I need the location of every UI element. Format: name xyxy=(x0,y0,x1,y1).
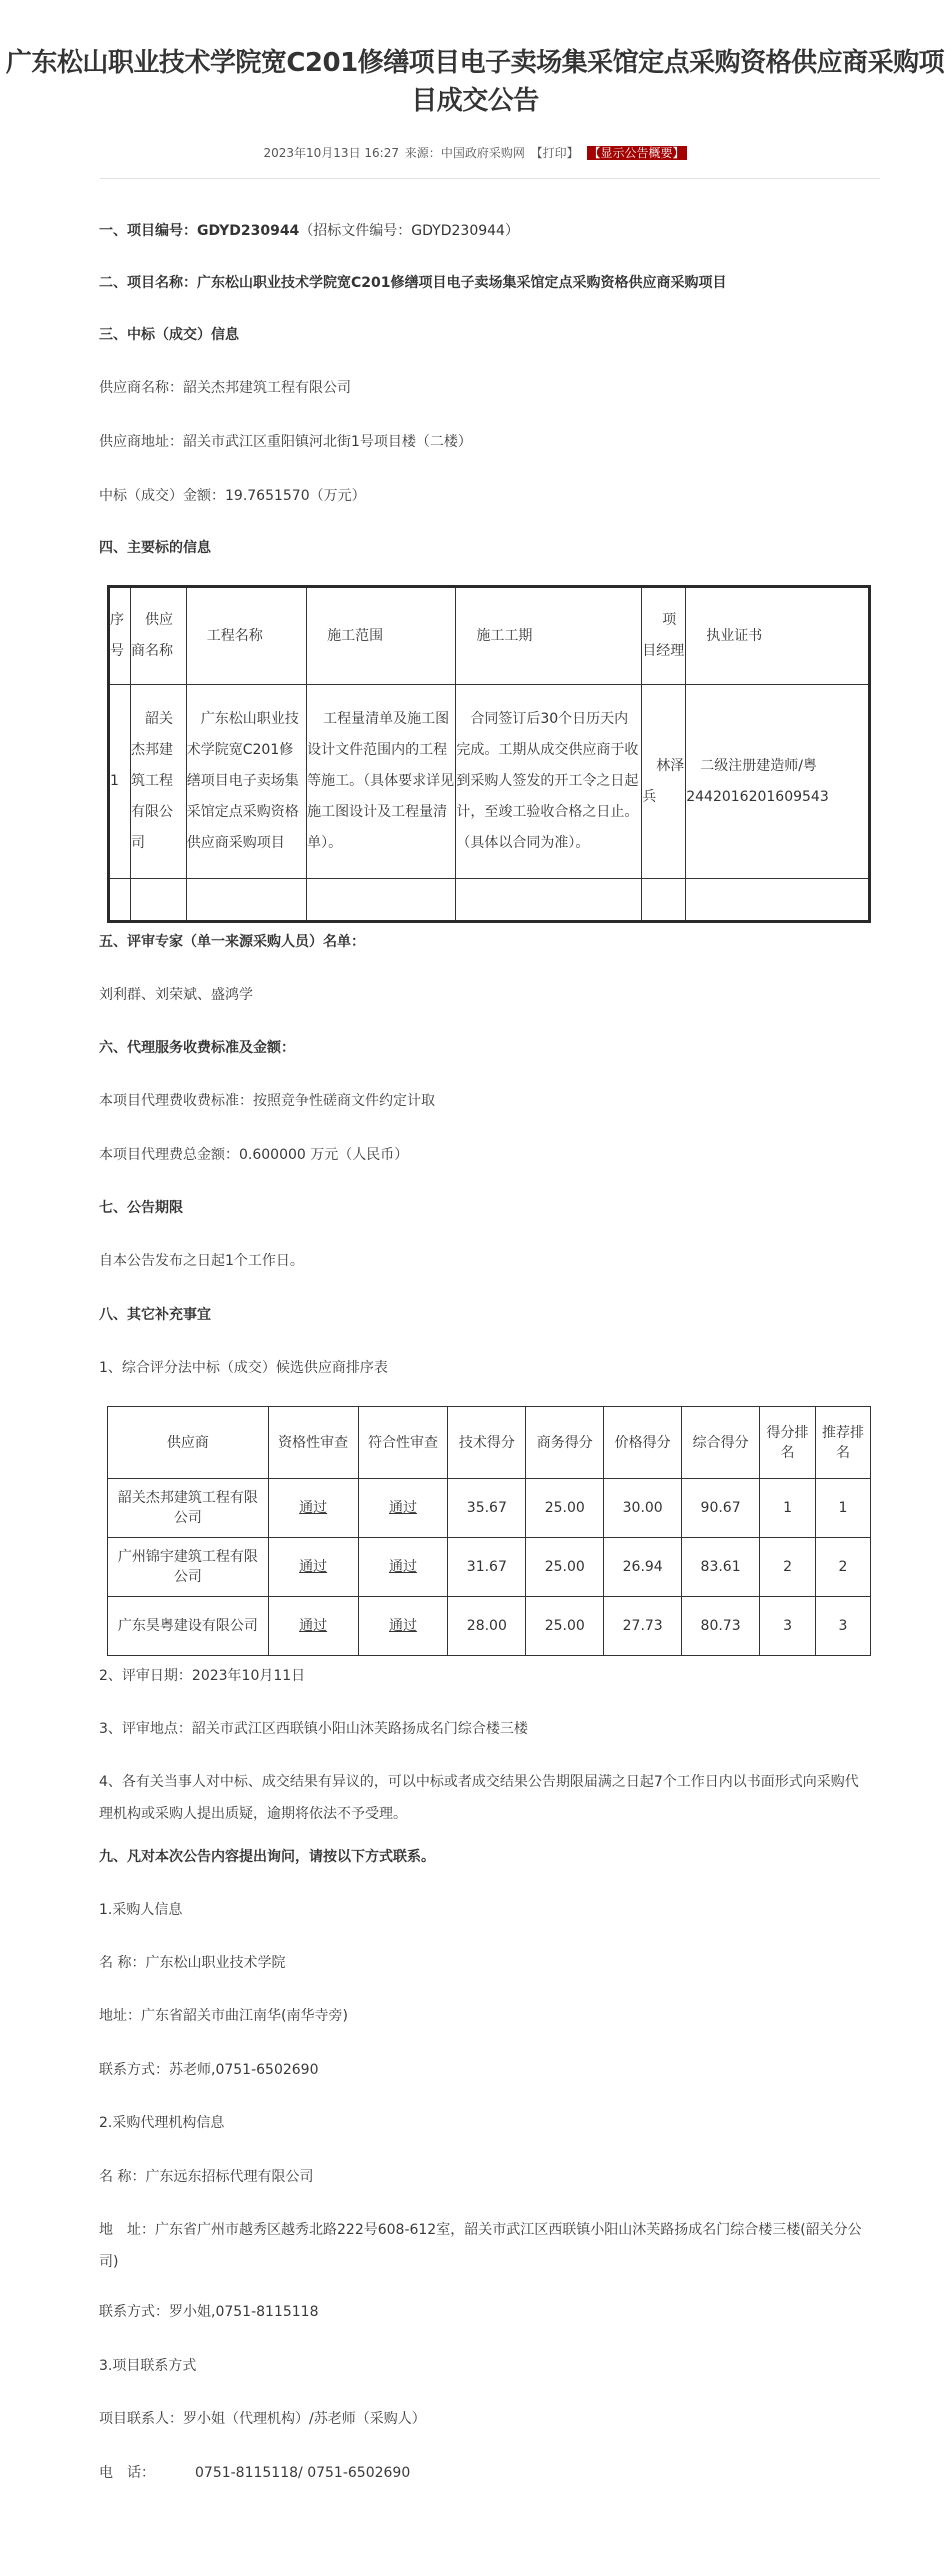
section-9-heading: 九、凡对本次公告内容提出询问，请按以下方式联系。 xyxy=(99,1849,435,1865)
table-empty-row xyxy=(109,879,870,922)
cell-price-score: 27.73 xyxy=(604,1597,682,1656)
cell-score-rank: 3 xyxy=(760,1597,816,1656)
fee-standard: 本项目代理费收费标准：按照竞争性磋商文件约定计取 xyxy=(99,1093,435,1109)
project-number-label: 一、项目编号： xyxy=(99,223,197,239)
publish-date: 2023年10月13日 16:27 xyxy=(263,146,399,160)
project-number-value: GDYD230944 xyxy=(197,223,300,239)
subject-info-table xyxy=(107,585,871,923)
buyer-address: 地址：广东省韶关市曲江南华(南华寺旁) xyxy=(99,2008,348,2024)
cell-index: 1 xyxy=(109,685,131,879)
phone-label: 电 话： xyxy=(99,2465,155,2481)
notice-period: 自本公告发布之日起1个工作日。 xyxy=(99,1253,304,1269)
project-contact-title: 3.项目联系方式 xyxy=(99,2358,197,2374)
meta-line xyxy=(0,145,950,161)
fee-total: 本项目代理费总金额：0.600000 万元（人民币） xyxy=(99,1147,409,1163)
buyer-info-title: 1.采购人信息 xyxy=(99,1902,183,1918)
cell-compliance: 通过 xyxy=(358,1538,448,1597)
buyer-contact: 联系方式：苏老师,0751-6502690 xyxy=(99,2062,319,2078)
header-divider xyxy=(100,178,880,179)
supplier-name: 供应商名称：韶关杰邦建筑工程有限公司 xyxy=(99,380,351,396)
section-7-heading: 七、公告期限 xyxy=(99,1200,183,1216)
cell-duration: 合同签订后30个日历天内完成。工期从成交供应商于收到采购人签发的开工令之日起计，至竣工验收合格之日止。（具体以合同为准）。 xyxy=(456,685,642,879)
agency-address: 地 址：广东省广州市越秀区越秀北路222号608-612室，韶关市武江区西联镇小阳山沐芙路扬成名门综合楼三楼(韶关分公司) xyxy=(99,2222,862,2270)
cell-business-score: 25.00 xyxy=(526,1538,604,1597)
project-phone xyxy=(99,2463,410,2483)
table-row xyxy=(108,1479,871,1538)
section-5-heading: 五、评审专家（单一来源采购人员）名单： xyxy=(99,934,365,950)
empty-cell xyxy=(186,879,306,922)
header-cell: 商务得分 xyxy=(526,1407,604,1479)
cell-recommend-rank: 2 xyxy=(815,1538,870,1597)
cell-qualification: 通过 xyxy=(268,1597,358,1656)
header-cell: 施工工期 xyxy=(456,587,642,685)
award-amount: 中标（成交）金额：19.7651570（万元） xyxy=(99,488,366,504)
header-cell: 施工范围 xyxy=(307,587,456,685)
ranking-table-caption: 1、综合评分法中标（成交）候选供应商排序表 xyxy=(99,1360,388,1376)
header-cell: 资格性审查 xyxy=(268,1407,358,1479)
cell-compliance: 通过 xyxy=(358,1479,448,1538)
page-title: 广东松山职业技术学院宽C201修缮项目电子卖场集采馆定点采购资格供应商采购项目成交公告 xyxy=(5,48,945,116)
cell-supplier: 广东昊粤建设有限公司 xyxy=(108,1597,269,1656)
cell-recommend-rank: 1 xyxy=(815,1479,870,1538)
header-cell: 价格得分 xyxy=(604,1407,682,1479)
ranking-header-row xyxy=(108,1407,871,1479)
header-cell: 工程名称 xyxy=(186,587,306,685)
section-2-project-name: 二、项目名称：广东松山职业技术学院宽C201修缮项目电子卖场集采馆定点采购资格供应商采购项目 xyxy=(99,275,727,291)
cell-tech-score: 35.67 xyxy=(448,1479,526,1538)
empty-cell xyxy=(456,879,642,922)
header-cell: 供应商 xyxy=(108,1407,269,1479)
empty-cell xyxy=(307,879,456,922)
review-place: 3、评审地点：韶关市武江区西联镇小阳山沐芙路扬成名门综合楼三楼 xyxy=(99,1721,528,1737)
objection-notice: 4、各有关当事人对中标、成交结果有异议的，可以中标或者成交结果公告期限届满之日起7个工作日内以书面形式向采购代理机构或采购人提出质疑，逾期将依法不予受理。 xyxy=(99,1774,859,1822)
cell-total-score: 90.67 xyxy=(682,1479,760,1538)
ranking-table xyxy=(107,1406,871,1656)
cell-score-rank: 2 xyxy=(760,1538,816,1597)
review-date: 2、评审日期：2023年10月11日 xyxy=(99,1668,306,1684)
agency-name: 名 称：广东远东招标代理有限公司 xyxy=(99,2169,314,2185)
empty-cell xyxy=(130,879,186,922)
empty-cell xyxy=(109,879,131,922)
cell-compliance: 通过 xyxy=(358,1597,448,1656)
cell-business-score: 25.00 xyxy=(526,1479,604,1538)
cell-scope: 工程量清单及施工图设计文件范围内的工程等施工。（具体要求详见施工图设计及工程量清单）。 xyxy=(307,685,456,879)
section-8-heading: 八、其它补充事宜 xyxy=(99,1307,211,1323)
expert-list: 刘利群、刘荣斌、盛鸿学 xyxy=(99,987,253,1003)
cell-tech-score: 28.00 xyxy=(448,1597,526,1656)
cell-total-score: 83.61 xyxy=(682,1538,760,1597)
agency-info-title: 2.采购代理机构信息 xyxy=(99,2115,225,2131)
print-link[interactable]: 【打印】 xyxy=(530,146,579,160)
section-3-heading: 三、中标（成交）信息 xyxy=(99,327,239,343)
cell-score-rank: 1 xyxy=(760,1479,816,1538)
cell-supplier: 韶关杰邦建筑工程有限公司 xyxy=(130,685,186,879)
section-1-project-number xyxy=(99,221,519,241)
header-cell: 序号 xyxy=(109,587,131,685)
supplier-address: 供应商地址：韶关市武江区重阳镇河北街1号项目楼（二楼） xyxy=(99,434,472,450)
cell-certificate: 二级注册建造师/粤2442016201609543 xyxy=(686,685,870,879)
cell-price-score: 30.00 xyxy=(604,1479,682,1538)
table-row xyxy=(108,1538,871,1597)
header-cell: 符合性审查 xyxy=(358,1407,448,1479)
buyer-name: 名 称：广东松山职业技术学院 xyxy=(99,1955,286,1971)
header-cell: 技术得分 xyxy=(448,1407,526,1479)
cell-business-score: 25.00 xyxy=(526,1597,604,1656)
cell-qualification: 通过 xyxy=(268,1479,358,1538)
section-6-heading: 六、代理服务收费标准及金额： xyxy=(99,1040,295,1056)
agency-contact: 联系方式：罗小姐,0751-8115118 xyxy=(99,2304,319,2320)
table-row xyxy=(108,1597,871,1656)
show-summary-button[interactable]: 【显示公告概要】 xyxy=(588,146,685,160)
cell-supplier: 韶关杰邦建筑工程有限公司 xyxy=(108,1479,269,1538)
header-cell: 执业证书 xyxy=(686,587,870,685)
cell-total-score: 80.73 xyxy=(682,1597,760,1656)
header-cell: 得分排名 xyxy=(760,1407,816,1479)
cell-project-name: 广东松山职业技术学院宽C201修缮项目电子卖场集采馆定点采购资格供应商采购项目 xyxy=(186,685,306,879)
table-header-row xyxy=(109,587,870,685)
source-label: 来源： xyxy=(404,146,441,160)
phone-value: 0751-8115118/ 0751-6502690 xyxy=(195,2465,411,2481)
header-cell: 推荐排名 xyxy=(815,1407,870,1479)
empty-cell xyxy=(642,879,686,922)
cell-recommend-rank: 3 xyxy=(815,1597,870,1656)
section-4-heading: 四、主要标的信息 xyxy=(99,540,211,556)
empty-cell xyxy=(686,879,870,922)
cell-qualification: 通过 xyxy=(268,1538,358,1597)
header-cell: 综合得分 xyxy=(682,1407,760,1479)
cell-supplier: 广州锦宇建筑工程有限公司 xyxy=(108,1538,269,1597)
cell-price-score: 26.94 xyxy=(604,1538,682,1597)
source-name: 中国政府采购网 xyxy=(440,146,525,160)
cell-manager: 林泽兵 xyxy=(642,685,686,879)
cell-tech-score: 31.67 xyxy=(448,1538,526,1597)
project-contact-person: 项目联系人：罗小姐（代理机构）/苏老师（采购人） xyxy=(99,2411,426,2427)
header-cell: 供应商名称 xyxy=(130,587,186,685)
table-row xyxy=(109,685,870,879)
header-cell: 项目经理 xyxy=(642,587,686,685)
tender-doc-number: （招标文件编号：GDYD230944） xyxy=(299,223,519,239)
